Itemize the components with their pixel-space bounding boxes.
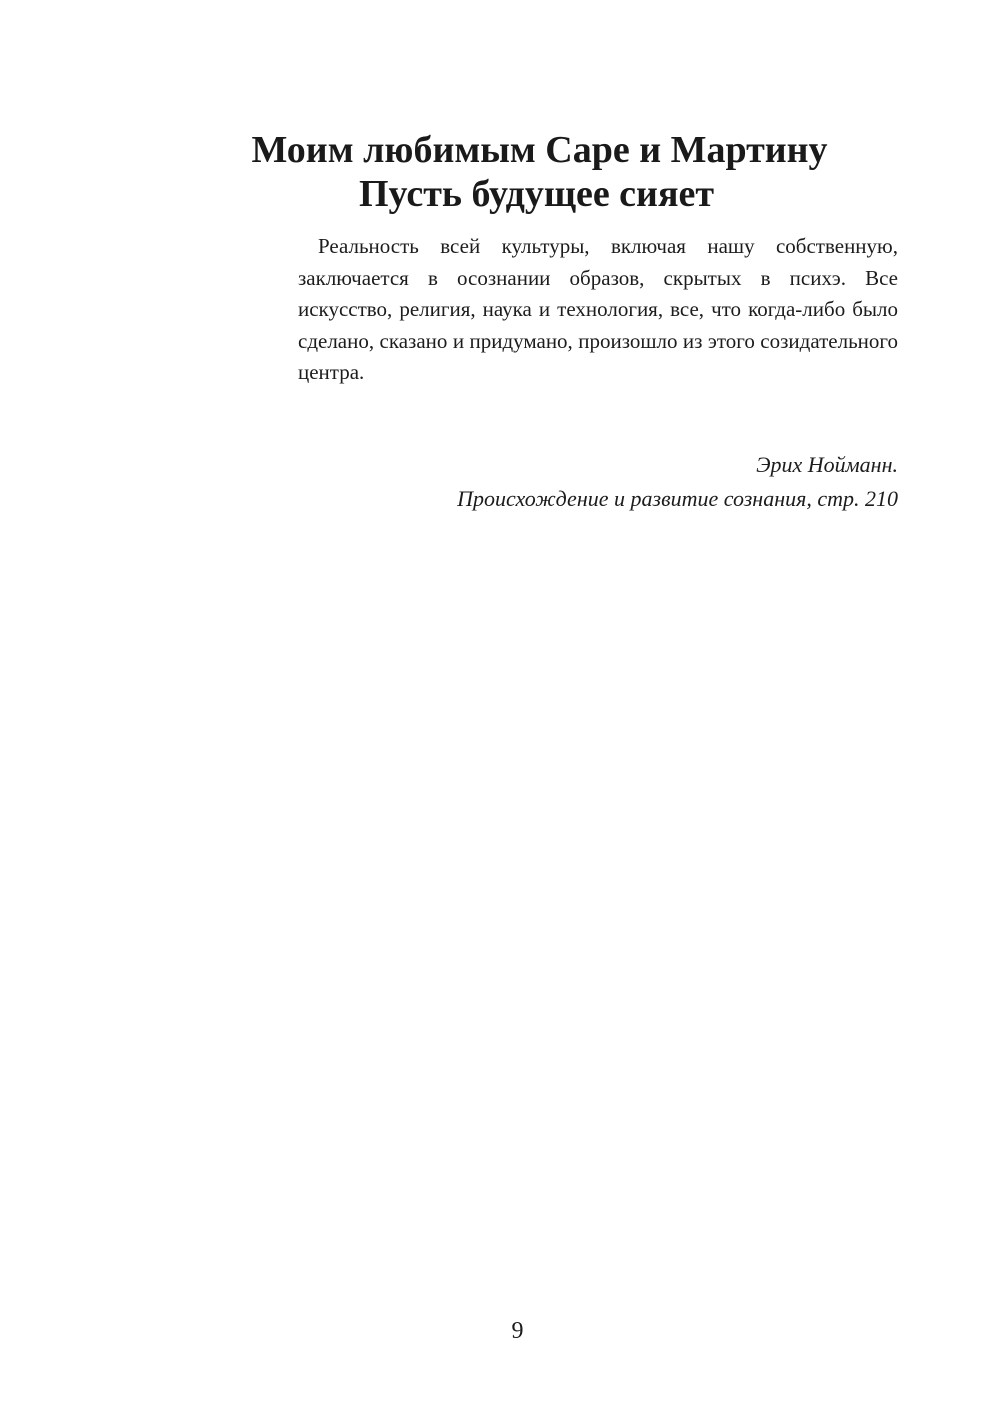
dedication-line-2: Пусть будущее сияет <box>358 173 715 215</box>
epigraph-quote: Реальность всей культуры, включая нашу собственную, заключается в осознании образов, скрытых в психэ. Все искусство, религия, наука и технология, все, что когда-либо было сделано, сказано и придумано, произошло из этого созидательного центра. <box>298 234 898 384</box>
dedication <box>150 128 915 216</box>
epigraph-attribution <box>457 448 898 516</box>
attribution-source: Происхождение и развитие сознания, стр. 210 <box>457 486 898 511</box>
attribution-author: Эрих Нойманн. <box>756 452 898 477</box>
page-number: 9 <box>511 1318 524 1344</box>
dedication-line-1: Моим любимым Саре и Мартину <box>251 129 828 171</box>
